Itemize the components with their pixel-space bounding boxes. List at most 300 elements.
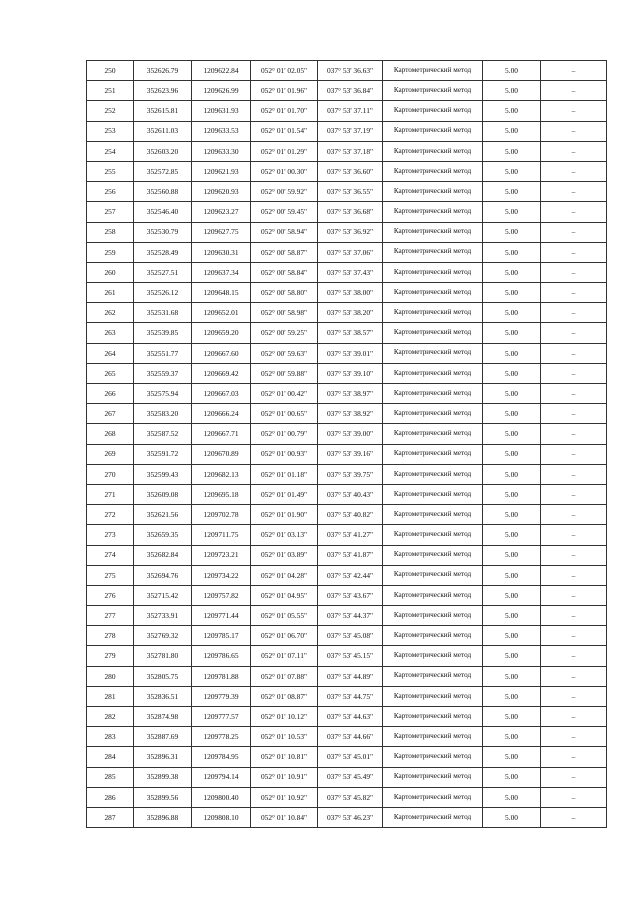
table-row bbox=[87, 484, 607, 504]
method-cell: Картометрический метод bbox=[383, 646, 483, 666]
longitude: 037° 53' 39.00" bbox=[318, 424, 383, 444]
table-row bbox=[87, 666, 607, 686]
method-cell: Картометрический метод bbox=[383, 242, 483, 262]
method-cell: Картометрический метод bbox=[383, 444, 483, 464]
method-cell: Картометрический метод bbox=[383, 545, 483, 565]
coord-x: 352733.91 bbox=[134, 606, 192, 626]
precision: 5.00 bbox=[483, 444, 541, 464]
table-row bbox=[87, 101, 607, 121]
latitude: 052° 01' 10.81" bbox=[251, 747, 318, 767]
coord-x: 352587.52 bbox=[134, 424, 192, 444]
precision: 5.00 bbox=[483, 363, 541, 383]
longitude: 037° 53' 45.82" bbox=[318, 787, 383, 807]
longitude: 037° 53' 36.55" bbox=[318, 182, 383, 202]
point-number: 272 bbox=[87, 505, 134, 525]
method-cell: Картометрический метод bbox=[383, 182, 483, 202]
longitude: 037° 53' 38.20" bbox=[318, 303, 383, 323]
method-cell: Картометрический метод bbox=[383, 141, 483, 161]
latitude: 052° 01' 10.12" bbox=[251, 707, 318, 727]
coord-y: 1209652.01 bbox=[192, 303, 251, 323]
longitude: 037° 53' 45.08" bbox=[318, 626, 383, 646]
point-number: 273 bbox=[87, 525, 134, 545]
precision: 5.00 bbox=[483, 202, 541, 222]
table-row bbox=[87, 202, 607, 222]
coord-y: 1209778.25 bbox=[192, 727, 251, 747]
longitude: 037° 53' 39.01" bbox=[318, 343, 383, 363]
latitude: 052° 01' 01.90" bbox=[251, 505, 318, 525]
note: – bbox=[541, 121, 607, 141]
coord-y: 1209637.34 bbox=[192, 262, 251, 282]
precision: 5.00 bbox=[483, 606, 541, 626]
method-cell: Картометрический метод bbox=[383, 121, 483, 141]
coord-y: 1209695.18 bbox=[192, 484, 251, 504]
point-number: 271 bbox=[87, 484, 134, 504]
precision: 5.00 bbox=[483, 646, 541, 666]
point-number: 259 bbox=[87, 242, 134, 262]
precision: 5.00 bbox=[483, 565, 541, 585]
method-cell: Картометрический метод bbox=[383, 626, 483, 646]
method-cell: Картометрический метод bbox=[383, 707, 483, 727]
note: – bbox=[541, 242, 607, 262]
point-number: 282 bbox=[87, 707, 134, 727]
note: – bbox=[541, 101, 607, 121]
latitude: 052° 00' 59.88" bbox=[251, 363, 318, 383]
coord-y: 1209622.84 bbox=[192, 61, 251, 81]
point-number: 274 bbox=[87, 545, 134, 565]
coord-x: 352611.03 bbox=[134, 121, 192, 141]
table-row bbox=[87, 807, 607, 827]
note: – bbox=[541, 283, 607, 303]
coord-y: 1209734.22 bbox=[192, 565, 251, 585]
method-cell: Картометрический метод bbox=[383, 343, 483, 363]
point-number: 278 bbox=[87, 626, 134, 646]
precision: 5.00 bbox=[483, 747, 541, 767]
note: – bbox=[541, 182, 607, 202]
coord-x: 352572.85 bbox=[134, 161, 192, 181]
coord-y: 1209667.60 bbox=[192, 343, 251, 363]
longitude: 037° 53' 45.01" bbox=[318, 747, 383, 767]
coord-y: 1209633.53 bbox=[192, 121, 251, 141]
point-number: 283 bbox=[87, 727, 134, 747]
note: – bbox=[541, 444, 607, 464]
precision: 5.00 bbox=[483, 81, 541, 101]
longitude: 037° 53' 38.97" bbox=[318, 384, 383, 404]
longitude: 037° 53' 39.16" bbox=[318, 444, 383, 464]
table-row bbox=[87, 242, 607, 262]
latitude: 052° 01' 01.54" bbox=[251, 121, 318, 141]
longitude: 037° 53' 36.60" bbox=[318, 161, 383, 181]
longitude: 037° 53' 42.44" bbox=[318, 565, 383, 585]
point-number: 277 bbox=[87, 606, 134, 626]
method-cell: Картометрический метод bbox=[383, 606, 483, 626]
table-row bbox=[87, 81, 607, 101]
precision: 5.00 bbox=[483, 343, 541, 363]
coord-y: 1209779.39 bbox=[192, 686, 251, 706]
table-row bbox=[87, 343, 607, 363]
coord-x: 352896.88 bbox=[134, 807, 192, 827]
note: – bbox=[541, 686, 607, 706]
coord-x: 352609.08 bbox=[134, 484, 192, 504]
table-row bbox=[87, 444, 607, 464]
method-cell: Картометрический метод bbox=[383, 323, 483, 343]
coord-x: 352836.51 bbox=[134, 686, 192, 706]
method-cell: Картометрический метод bbox=[383, 727, 483, 747]
latitude: 052° 00' 59.45" bbox=[251, 202, 318, 222]
latitude: 052° 01' 07.88" bbox=[251, 666, 318, 686]
precision: 5.00 bbox=[483, 161, 541, 181]
coord-y: 1209784.95 bbox=[192, 747, 251, 767]
table-row bbox=[87, 505, 607, 525]
point-number: 276 bbox=[87, 585, 134, 605]
method-cell: Картометрический метод bbox=[383, 807, 483, 827]
point-number: 270 bbox=[87, 464, 134, 484]
precision: 5.00 bbox=[483, 545, 541, 565]
table-row bbox=[87, 404, 607, 424]
coord-x: 352531.68 bbox=[134, 303, 192, 323]
table-row bbox=[87, 182, 607, 202]
point-number: 260 bbox=[87, 262, 134, 282]
point-number: 284 bbox=[87, 747, 134, 767]
table-row bbox=[87, 121, 607, 141]
precision: 5.00 bbox=[483, 807, 541, 827]
method-cell: Картометрический метод bbox=[383, 81, 483, 101]
latitude: 052° 01' 05.55" bbox=[251, 606, 318, 626]
method-cell: Картометрический метод bbox=[383, 767, 483, 787]
table-row bbox=[87, 283, 607, 303]
table-row bbox=[87, 384, 607, 404]
table-row bbox=[87, 464, 607, 484]
coord-x: 352530.79 bbox=[134, 222, 192, 242]
longitude: 037° 53' 41.27" bbox=[318, 525, 383, 545]
coord-x: 352603.20 bbox=[134, 141, 192, 161]
latitude: 052° 01' 07.11" bbox=[251, 646, 318, 666]
note: – bbox=[541, 202, 607, 222]
point-number: 268 bbox=[87, 424, 134, 444]
table-row bbox=[87, 707, 607, 727]
precision: 5.00 bbox=[483, 626, 541, 646]
note: – bbox=[541, 747, 607, 767]
coord-x: 352874.98 bbox=[134, 707, 192, 727]
table-row bbox=[87, 303, 607, 323]
longitude: 037° 53' 36.84" bbox=[318, 81, 383, 101]
coord-x: 352591.72 bbox=[134, 444, 192, 464]
method-cell: Картометрический метод bbox=[383, 262, 483, 282]
coord-y: 1209623.27 bbox=[192, 202, 251, 222]
coord-x: 352896.31 bbox=[134, 747, 192, 767]
point-number: 264 bbox=[87, 343, 134, 363]
point-number: 253 bbox=[87, 121, 134, 141]
note: – bbox=[541, 505, 607, 525]
longitude: 037° 53' 37.18" bbox=[318, 141, 383, 161]
latitude: 052° 01' 03.89" bbox=[251, 545, 318, 565]
method-cell: Картометрический метод bbox=[383, 202, 483, 222]
point-number: 265 bbox=[87, 363, 134, 383]
latitude: 052° 01' 10.84" bbox=[251, 807, 318, 827]
precision: 5.00 bbox=[483, 323, 541, 343]
table-row bbox=[87, 727, 607, 747]
note: – bbox=[541, 565, 607, 585]
latitude: 052° 00' 58.87" bbox=[251, 242, 318, 262]
table-row bbox=[87, 545, 607, 565]
precision: 5.00 bbox=[483, 262, 541, 282]
coord-y: 1209626.99 bbox=[192, 81, 251, 101]
coord-y: 1209723.21 bbox=[192, 545, 251, 565]
note: – bbox=[541, 727, 607, 747]
coordinates-table-body bbox=[87, 61, 607, 828]
note: – bbox=[541, 424, 607, 444]
latitude: 052° 00' 59.92" bbox=[251, 182, 318, 202]
note: – bbox=[541, 585, 607, 605]
latitude: 052° 00' 58.94" bbox=[251, 222, 318, 242]
precision: 5.00 bbox=[483, 404, 541, 424]
longitude: 037° 53' 45.49" bbox=[318, 767, 383, 787]
latitude: 052° 00' 58.98" bbox=[251, 303, 318, 323]
method-cell: Картометрический метод bbox=[383, 303, 483, 323]
coord-x: 352583.20 bbox=[134, 404, 192, 424]
method-cell: Картометрический метод bbox=[383, 222, 483, 242]
method-cell: Картометрический метод bbox=[383, 787, 483, 807]
table-row bbox=[87, 323, 607, 343]
coord-x: 352626.79 bbox=[134, 61, 192, 81]
note: – bbox=[541, 807, 607, 827]
latitude: 052° 01' 01.18" bbox=[251, 464, 318, 484]
latitude: 052° 01' 10.91" bbox=[251, 767, 318, 787]
coord-x: 352539.85 bbox=[134, 323, 192, 343]
point-number: 261 bbox=[87, 283, 134, 303]
method-cell: Картометрический метод bbox=[383, 565, 483, 585]
method-cell: Картометрический метод bbox=[383, 363, 483, 383]
point-number: 251 bbox=[87, 81, 134, 101]
coord-y: 1209669.42 bbox=[192, 363, 251, 383]
method-cell: Картометрический метод bbox=[383, 61, 483, 81]
longitude: 037° 53' 38.00" bbox=[318, 283, 383, 303]
latitude: 052° 01' 01.49" bbox=[251, 484, 318, 504]
table-row bbox=[87, 363, 607, 383]
precision: 5.00 bbox=[483, 283, 541, 303]
table-row bbox=[87, 525, 607, 545]
method-cell: Картометрический метод bbox=[383, 283, 483, 303]
method-cell: Картометрический метод bbox=[383, 525, 483, 545]
note: – bbox=[541, 767, 607, 787]
method-cell: Картометрический метод bbox=[383, 747, 483, 767]
longitude: 037° 53' 37.19" bbox=[318, 121, 383, 141]
table-row bbox=[87, 646, 607, 666]
latitude: 052° 01' 01.70" bbox=[251, 101, 318, 121]
longitude: 037° 53' 43.67" bbox=[318, 585, 383, 605]
note: – bbox=[541, 323, 607, 343]
coord-x: 352621.56 bbox=[134, 505, 192, 525]
point-number: 279 bbox=[87, 646, 134, 666]
coord-y: 1209785.17 bbox=[192, 626, 251, 646]
point-number: 267 bbox=[87, 404, 134, 424]
coord-x: 352805.75 bbox=[134, 666, 192, 686]
longitude: 037° 53' 36.68" bbox=[318, 202, 383, 222]
precision: 5.00 bbox=[483, 141, 541, 161]
coord-y: 1209659.20 bbox=[192, 323, 251, 343]
coord-x: 352887.69 bbox=[134, 727, 192, 747]
point-number: 285 bbox=[87, 767, 134, 787]
point-number: 275 bbox=[87, 565, 134, 585]
method-cell: Картометрический метод bbox=[383, 686, 483, 706]
longitude: 037° 53' 36.63" bbox=[318, 61, 383, 81]
precision: 5.00 bbox=[483, 121, 541, 141]
coord-x: 352559.37 bbox=[134, 363, 192, 383]
point-number: 255 bbox=[87, 161, 134, 181]
precision: 5.00 bbox=[483, 525, 541, 545]
coord-y: 1209808.10 bbox=[192, 807, 251, 827]
point-number: 280 bbox=[87, 666, 134, 686]
table-row bbox=[87, 262, 607, 282]
coord-x: 352694.76 bbox=[134, 565, 192, 585]
note: – bbox=[541, 262, 607, 282]
table-row bbox=[87, 626, 607, 646]
coord-y: 1209670.89 bbox=[192, 444, 251, 464]
latitude: 052° 00' 58.80" bbox=[251, 283, 318, 303]
point-number: 262 bbox=[87, 303, 134, 323]
coord-y: 1209771.44 bbox=[192, 606, 251, 626]
table-row bbox=[87, 606, 607, 626]
longitude: 037° 53' 38.57" bbox=[318, 323, 383, 343]
latitude: 052° 01' 02.05" bbox=[251, 61, 318, 81]
point-number: 266 bbox=[87, 384, 134, 404]
coord-x: 352899.38 bbox=[134, 767, 192, 787]
point-number: 269 bbox=[87, 444, 134, 464]
method-cell: Картометрический метод bbox=[383, 505, 483, 525]
method-cell: Картометрический метод bbox=[383, 161, 483, 181]
note: – bbox=[541, 81, 607, 101]
table-row bbox=[87, 747, 607, 767]
coord-x: 352560.88 bbox=[134, 182, 192, 202]
latitude: 052° 01' 04.28" bbox=[251, 565, 318, 585]
precision: 5.00 bbox=[483, 384, 541, 404]
latitude: 052° 01' 10.92" bbox=[251, 787, 318, 807]
coord-y: 1209648.15 bbox=[192, 283, 251, 303]
latitude: 052° 01' 00.42" bbox=[251, 384, 318, 404]
precision: 5.00 bbox=[483, 303, 541, 323]
coord-y: 1209633.30 bbox=[192, 141, 251, 161]
table-row bbox=[87, 61, 607, 81]
longitude: 037° 53' 44.66" bbox=[318, 727, 383, 747]
coord-x: 352899.56 bbox=[134, 787, 192, 807]
coord-x: 352527.51 bbox=[134, 262, 192, 282]
coord-y: 1209777.57 bbox=[192, 707, 251, 727]
precision: 5.00 bbox=[483, 727, 541, 747]
precision: 5.00 bbox=[483, 686, 541, 706]
coord-y: 1209667.71 bbox=[192, 424, 251, 444]
coord-x: 352659.35 bbox=[134, 525, 192, 545]
latitude: 052° 01' 10.53" bbox=[251, 727, 318, 747]
latitude: 052° 00' 58.84" bbox=[251, 262, 318, 282]
point-number: 258 bbox=[87, 222, 134, 242]
coord-x: 352526.12 bbox=[134, 283, 192, 303]
precision: 5.00 bbox=[483, 484, 541, 504]
note: – bbox=[541, 303, 607, 323]
latitude: 052° 01' 06.70" bbox=[251, 626, 318, 646]
coord-y: 1209630.31 bbox=[192, 242, 251, 262]
point-number: 287 bbox=[87, 807, 134, 827]
precision: 5.00 bbox=[483, 242, 541, 262]
latitude: 052° 01' 00.93" bbox=[251, 444, 318, 464]
table-row bbox=[87, 585, 607, 605]
note: – bbox=[541, 222, 607, 242]
coord-y: 1209711.75 bbox=[192, 525, 251, 545]
method-cell: Картометрический метод bbox=[383, 585, 483, 605]
point-number: 254 bbox=[87, 141, 134, 161]
point-number: 252 bbox=[87, 101, 134, 121]
note: – bbox=[541, 646, 607, 666]
longitude: 037° 53' 44.63" bbox=[318, 707, 383, 727]
longitude: 037° 53' 40.82" bbox=[318, 505, 383, 525]
coord-y: 1209702.78 bbox=[192, 505, 251, 525]
point-number: 257 bbox=[87, 202, 134, 222]
coord-x: 352715.42 bbox=[134, 585, 192, 605]
coord-x: 352575.94 bbox=[134, 384, 192, 404]
note: – bbox=[541, 787, 607, 807]
coord-x: 352546.40 bbox=[134, 202, 192, 222]
latitude: 052° 01' 01.29" bbox=[251, 141, 318, 161]
coord-x: 352599.43 bbox=[134, 464, 192, 484]
method-cell: Картометрический метод bbox=[383, 424, 483, 444]
coord-y: 1209666.24 bbox=[192, 404, 251, 424]
point-number: 250 bbox=[87, 61, 134, 81]
precision: 5.00 bbox=[483, 666, 541, 686]
precision: 5.00 bbox=[483, 787, 541, 807]
precision: 5.00 bbox=[483, 424, 541, 444]
point-number: 256 bbox=[87, 182, 134, 202]
longitude: 037° 53' 45.15" bbox=[318, 646, 383, 666]
table-row bbox=[87, 161, 607, 181]
coord-x: 352623.96 bbox=[134, 81, 192, 101]
latitude: 052° 01' 04.95" bbox=[251, 585, 318, 605]
coord-y: 1209786.65 bbox=[192, 646, 251, 666]
coord-y: 1209627.75 bbox=[192, 222, 251, 242]
longitude: 037° 53' 40.43" bbox=[318, 484, 383, 504]
note: – bbox=[541, 141, 607, 161]
latitude: 052° 00' 59.25" bbox=[251, 323, 318, 343]
coord-x: 352528.49 bbox=[134, 242, 192, 262]
coord-y: 1209682.13 bbox=[192, 464, 251, 484]
precision: 5.00 bbox=[483, 707, 541, 727]
longitude: 037° 53' 37.43" bbox=[318, 262, 383, 282]
coord-x: 352615.81 bbox=[134, 101, 192, 121]
longitude: 037° 53' 44.89" bbox=[318, 666, 383, 686]
point-number: 281 bbox=[87, 686, 134, 706]
coord-y: 1209757.82 bbox=[192, 585, 251, 605]
table-row bbox=[87, 565, 607, 585]
method-cell: Картометрический метод bbox=[383, 384, 483, 404]
note: – bbox=[541, 61, 607, 81]
longitude: 037° 53' 44.75" bbox=[318, 686, 383, 706]
latitude: 052° 01' 00.79" bbox=[251, 424, 318, 444]
precision: 5.00 bbox=[483, 767, 541, 787]
table-row bbox=[87, 686, 607, 706]
note: – bbox=[541, 404, 607, 424]
precision: 5.00 bbox=[483, 61, 541, 81]
note: – bbox=[541, 484, 607, 504]
coord-y: 1209631.93 bbox=[192, 101, 251, 121]
coord-y: 1209800.40 bbox=[192, 787, 251, 807]
table-row bbox=[87, 767, 607, 787]
latitude: 052° 01' 01.96" bbox=[251, 81, 318, 101]
latitude: 052° 00' 59.63" bbox=[251, 343, 318, 363]
coord-x: 352781.80 bbox=[134, 646, 192, 666]
table-row bbox=[87, 787, 607, 807]
note: – bbox=[541, 343, 607, 363]
longitude: 037° 53' 37.11" bbox=[318, 101, 383, 121]
note: – bbox=[541, 606, 607, 626]
coordinates-table bbox=[86, 60, 607, 828]
method-cell: Картометрический метод bbox=[383, 101, 483, 121]
